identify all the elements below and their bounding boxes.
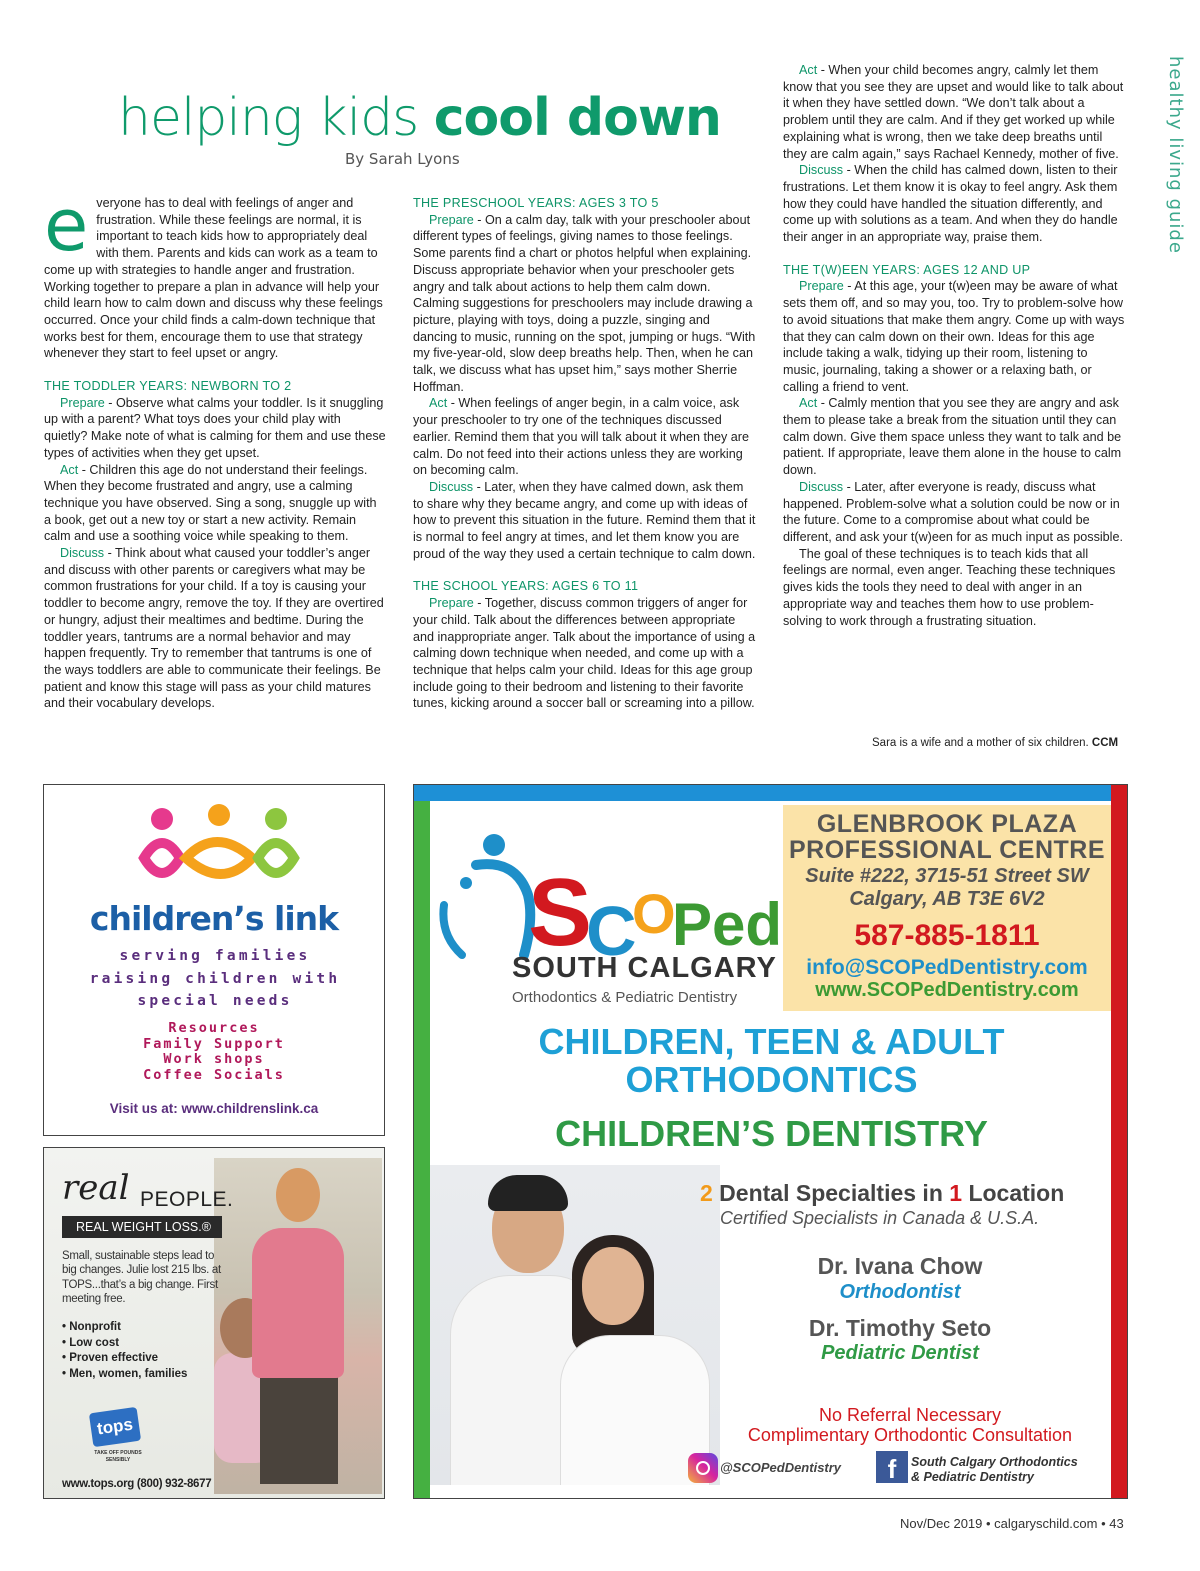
tops-bullets	[62, 1320, 187, 1382]
preschool-discuss: Discuss - Later, when they have calmed down, ask them to share why they became angry, and come up with ideas of how to prevent this situation in the future. Remind them that it is normal to feel angry at times, and let them know you are proud of the way they used a certain technique to calm down.	[413, 479, 756, 561]
toddler-discuss: Discuss - Think about what caused your toddler’s anger and discuss with other parents or caregivers what may be common frustrations for your child. If a toy is causing your toddler to become angry, remove the toy. If they are overtired or hungry, adjust their mealtimes and bedtime. During the toddler years, tantrums are a normal behavior and may happen frequently. Try to remember that tantrums is one of the ways toddlers are able to communicate their feelings. Be patient and know this stage will pass as your child matures and their vocabulary develops.	[44, 546, 384, 711]
article-column-1	[44, 183, 386, 712]
toddler-act: Act - Children this age do not understand their feelings. When they become frustrated and angry, use a calming technique you have observed. Sing a song, snuggle up with a book, get out a new toy or start a new activity. Remain calm and use a soothing voice while speaking to them.	[44, 462, 377, 544]
heading-school: THE SCHOOL YEARS: AGES 6 TO 11	[413, 579, 639, 594]
tops-people: PEOPLE.	[140, 1188, 234, 1211]
scoped-logo-icon	[436, 825, 796, 1015]
heading-toddler: THE TODDLER YEARS: NEWBORN TO 2	[44, 379, 292, 394]
facebook-icon[interactable]: f	[876, 1451, 908, 1483]
title-bold: cool down	[433, 88, 721, 148]
article-column-2	[413, 195, 757, 712]
title-light: helping kids	[118, 88, 434, 148]
childrens-link-services	[44, 1021, 384, 1083]
scoped-phone[interactable]: 587-885-1811	[854, 919, 1040, 952]
article-column-3	[783, 62, 1125, 629]
tops-photo-woman	[252, 1228, 344, 1378]
logo-letter-s: S	[528, 859, 593, 966]
scoped-location: GLENBROOK PLAZA PROFESSIONAL CENTRE	[788, 810, 1106, 864]
facebook-page[interactable]: South Calgary Orthodontics & Pediatric Dentistry	[911, 1455, 1078, 1484]
scoped-subheadline: CHILDREN’S DENTISTRY	[555, 1113, 988, 1154]
list-item: Coffee Socials	[143, 1066, 285, 1083]
scoped-subtitle: Orthodontics & Pediatric Dentistry	[512, 989, 738, 1006]
scoped-contact-box	[783, 805, 1111, 1011]
intro-paragraph: everyone has to deal with feelings of anger and frustration. While these feelings are normal, it is important to teach kids how to appropriately deal with them. Parents and kids can work as a team to come up with strategies to handle anger and frustration. Working together to prepare a plan in advance will help your child learn how to calm down and discuss why these feelings occurred. Once your child finds a calm-down technique that works best for them, encourage them to use that strategy whenever they start to feel upset or angry.	[44, 183, 383, 361]
doctor-name-2: Dr. Timothy Seto	[808, 1315, 992, 1341]
tops-copy: Small, sustainable steps lead to big changes. Julie lost 215 lbs. at TOPS...that’s a big change. First meeting free.	[62, 1250, 221, 1305]
ad-border-left	[414, 801, 430, 1498]
tween-prepare: Prepare - At this age, your t(w)een may be aware of what sets them off, and so may you, too. Try to problem-solve how to avoid situations that make them angry. Come up with ways that they can calm down on their own. Ideas for this age include taking a walk, tidying up their room, listening to music, journaling, taking a shower or a relaxing bath, or calling a friend to vent.	[783, 279, 1125, 394]
scoped-address: Suite #222, 3715-51 Street SW Calgary, AB T3E 6V2	[805, 865, 1089, 910]
school-discuss: Discuss - When the child has calmed down, listen to their frustrations. Let them know it is okay to feel angry. Ask them how they could have handled the situation differently, and come up with solutions as a team. And when they do handle their anger in an appropriate way, praise them.	[783, 163, 1118, 245]
section-label: healthy living guide	[1165, 56, 1186, 254]
tops-photo-legs	[260, 1374, 338, 1484]
instagram-icon[interactable]	[688, 1453, 718, 1483]
author-bio: Sara is a wife and a mother of six children. CCM	[872, 737, 1119, 749]
logo-letters-ped: Ped	[672, 891, 783, 958]
heading-tween: THE T(W)EEN YEARS: AGES 12 AND UP	[783, 262, 1031, 277]
scoped-south: SOUTH CALGARY	[512, 952, 777, 984]
list-item: Family Support	[143, 1035, 285, 1052]
tops-logo: tops	[89, 1407, 141, 1447]
childrens-link-name: children’s link	[89, 899, 339, 938]
school-act: Act - When your child becomes angry, calmly let them know that you see they are upset and would like to talk about it when they have settled down. “We don’t talk about a problem until they are calm. And if they get worked up while explaining what is wrong, then we take deep breaths until they are calm again,” says Rachael Kennedy, mother of five.	[783, 63, 1124, 161]
tops-real: real	[62, 1168, 130, 1208]
preschool-act: Act - When feelings of anger begin, in a calm voice, ask your preschooler to try one of the techniques discussed earlier. Remind them that you will talk about it when they are calm. Do not feed into their actions unless they are working on becoming calm.	[413, 396, 750, 478]
ad-tops[interactable]	[43, 1147, 385, 1499]
scoped-certified: Certified Specialists in Canada & U.S.A.	[720, 1208, 1040, 1228]
tops-contact[interactable]: www.tops.org (800) 932-8677	[62, 1478, 212, 1490]
childrens-link-url[interactable]: Visit us at: www.childrenslink.ca	[109, 1101, 319, 1116]
heading-preschool: THE PRESCHOOL YEARS: AGES 3 TO 5	[413, 196, 659, 210]
toddler-prepare: Prepare - Observe what calms your toddler. Is it snuggling up with a parent? What toys does your child play with quietly? Make note of what is calming for them and use these types of activities when they get upset.	[44, 395, 386, 460]
list-item: • Men, women, families	[62, 1367, 188, 1380]
ad-border-right	[1111, 785, 1127, 1498]
logo-letter-c: C	[586, 892, 637, 970]
childrens-link-tagline: serving families raising children with special needs	[89, 948, 341, 1009]
scoped-headline: CHILDREN, TEEN & ADULT ORTHODONTICS	[538, 1021, 1005, 1100]
ad-border-top	[414, 785, 1127, 801]
ad-scoped[interactable]	[413, 784, 1128, 1499]
school-prepare: Prepare - Together, discuss common triggers of anger for your child. Talk about the differences between appropriate and inappropriate anger. Talk about the importance of using a calming down technique when needed, and come up with a technique that helps calm your child. Ideas for this age group include going to their bedroom and listening to their favorite tunes, kicking around a soccer ball or screaming into a pillow.	[413, 596, 756, 711]
byline: By Sarah Lyons	[345, 150, 460, 168]
list-item: • Proven effective	[62, 1352, 159, 1364]
tween-act: Act - Calmly mention that you see they are angry and ask them to please take a break from the situation until they can calm down. Give them space unless they want to talk and be patient. If appropriate, leave them alone in the house to calm down.	[783, 396, 1122, 478]
tops-logo-sub: TAKE OFF POUNDS SENSIBLY	[94, 1450, 142, 1463]
tween-discuss: Discuss - Later, after everyone is ready, discuss what happened. Problem-solve what a solution could be now or in the future. Come to a compromise about what could be different, and ask your t(w)een for as much input as possible.	[783, 479, 1123, 544]
scoped-website[interactable]: www.SCOPedDentistry.com	[815, 979, 1079, 1001]
photo-man-hair	[488, 1175, 568, 1211]
list-item: Work shops	[163, 1051, 265, 1067]
tops-photo-woman-head	[276, 1168, 320, 1222]
scoped-email[interactable]: info@SCOPedDentistry.com	[806, 956, 1088, 979]
list-item: Resources	[168, 1020, 260, 1036]
closing-paragraph: The goal of these techniques is to teach kids that all feelings are normal, even anger. Teaching these techniques gives kids the tools they need to deal with anger in an appropriate way and teaches them how to use problem-solving to work through a frustrating situation.	[783, 546, 1116, 628]
scoped-doctors-photo	[430, 1165, 720, 1485]
photo-woman-head	[582, 1247, 644, 1325]
scoped-specialties: 2 Dental Specialties in 1 Location	[700, 1180, 1065, 1206]
drop-cap: e	[44, 183, 89, 267]
article-title	[118, 88, 721, 148]
list-item: • Nonprofit	[62, 1321, 121, 1333]
instagram-handle[interactable]: @SCOPedDentistry	[720, 1460, 842, 1475]
page-footer: Nov/Dec 2019 • calgaryschild.com • 43	[900, 1516, 1124, 1531]
preschool-prepare: Prepare - On a calm day, talk with your preschooler about different types of feelings, giving names to those feelings. Some parents find a chart or photos helpful when explaining. Discuss appropriate behavior when your preschooler gets angry and talk about actions to help them calm down. Calming suggestions for preschoolers may include drawing a picture, playing with toys, doing a puzzle, singing and dancing to music, running on the spot, jumping or hugs. “With my five-year-old, slow deep breaths help. Then, when he can talk, we discuss what has upset him,” says mother Sherrie Hoffman.	[413, 212, 756, 394]
tops-band: REAL WEIGHT LOSS.®	[62, 1216, 222, 1238]
scoped-referral: No Referral Necessary Complimentary Orthodontic Consultation	[747, 1405, 1073, 1445]
doctor-role-1: Orthodontist	[839, 1281, 961, 1303]
logo-letter-o: O	[632, 882, 676, 945]
doctor-role-2: Pediatric Dentist	[821, 1342, 979, 1364]
childrens-link-logo-icon	[134, 803, 304, 883]
ad-childrens-link[interactable]	[43, 784, 385, 1136]
doctor-name-1: Dr. Ivana Chow	[817, 1253, 983, 1279]
list-item: • Low cost	[62, 1336, 120, 1349]
